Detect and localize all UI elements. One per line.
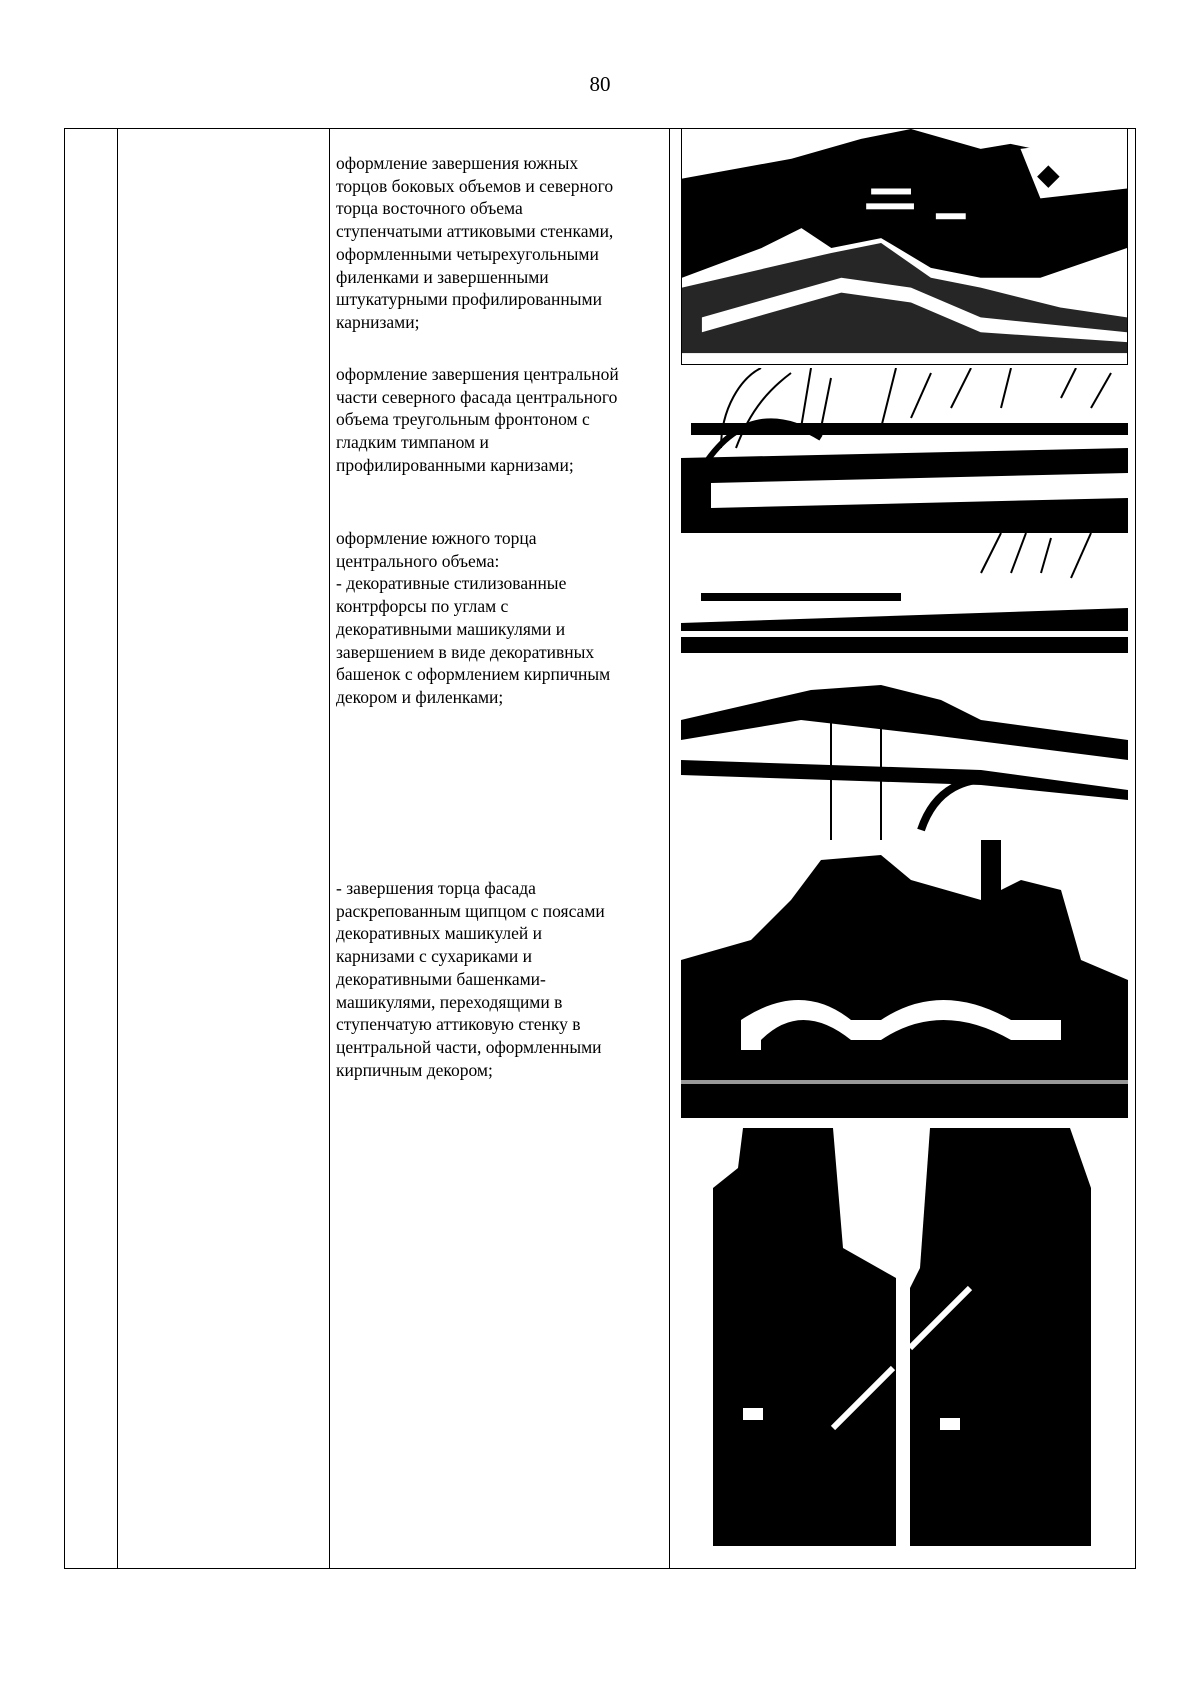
column-divider <box>669 129 670 1568</box>
photo-stepped-attic-wall <box>681 128 1128 365</box>
column-divider <box>117 129 118 1568</box>
photo-buttress-top <box>681 533 1128 653</box>
photo-turrets-right <box>910 1128 1091 1546</box>
photo-gable-facade <box>681 840 1128 1118</box>
photo-pediment <box>681 368 1128 533</box>
page-number: 80 <box>589 72 611 96</box>
column-divider <box>329 129 330 1568</box>
photo-turret-arch <box>681 680 1128 840</box>
photo-turrets-left <box>713 1128 896 1546</box>
description-buttresses: оформление южного торца центрального объема: - декоративные стилизованные контрфорсы по углам с декоративными машикулями и завершением в виде декоративных башенок с оформлением кирпичным декором и филенками; <box>336 528 611 707</box>
description-gable: - завершения торца фасада раскрепованным щипцом с поясами декоративных машикулей и карнизами с сухариками и декоративными башенками- машикулями, переходящими в ступенчатую аттиковую стенку в центральной части, оформленными кирпичным декором; <box>336 878 605 1080</box>
description-pediment: оформление завершения центральной части северного фасада центрального объема треугольным фронтоном с гладким тимпаном и профилированными карнизами; <box>336 364 619 475</box>
description-attic-walls: оформление завершения южных торцов боковых объемов и северного торца восточного объема ступенчатыми аттиковыми стенками, оформленными четырехугольными филенками и завершенными штукатурными профилированными карнизами; <box>336 153 614 332</box>
